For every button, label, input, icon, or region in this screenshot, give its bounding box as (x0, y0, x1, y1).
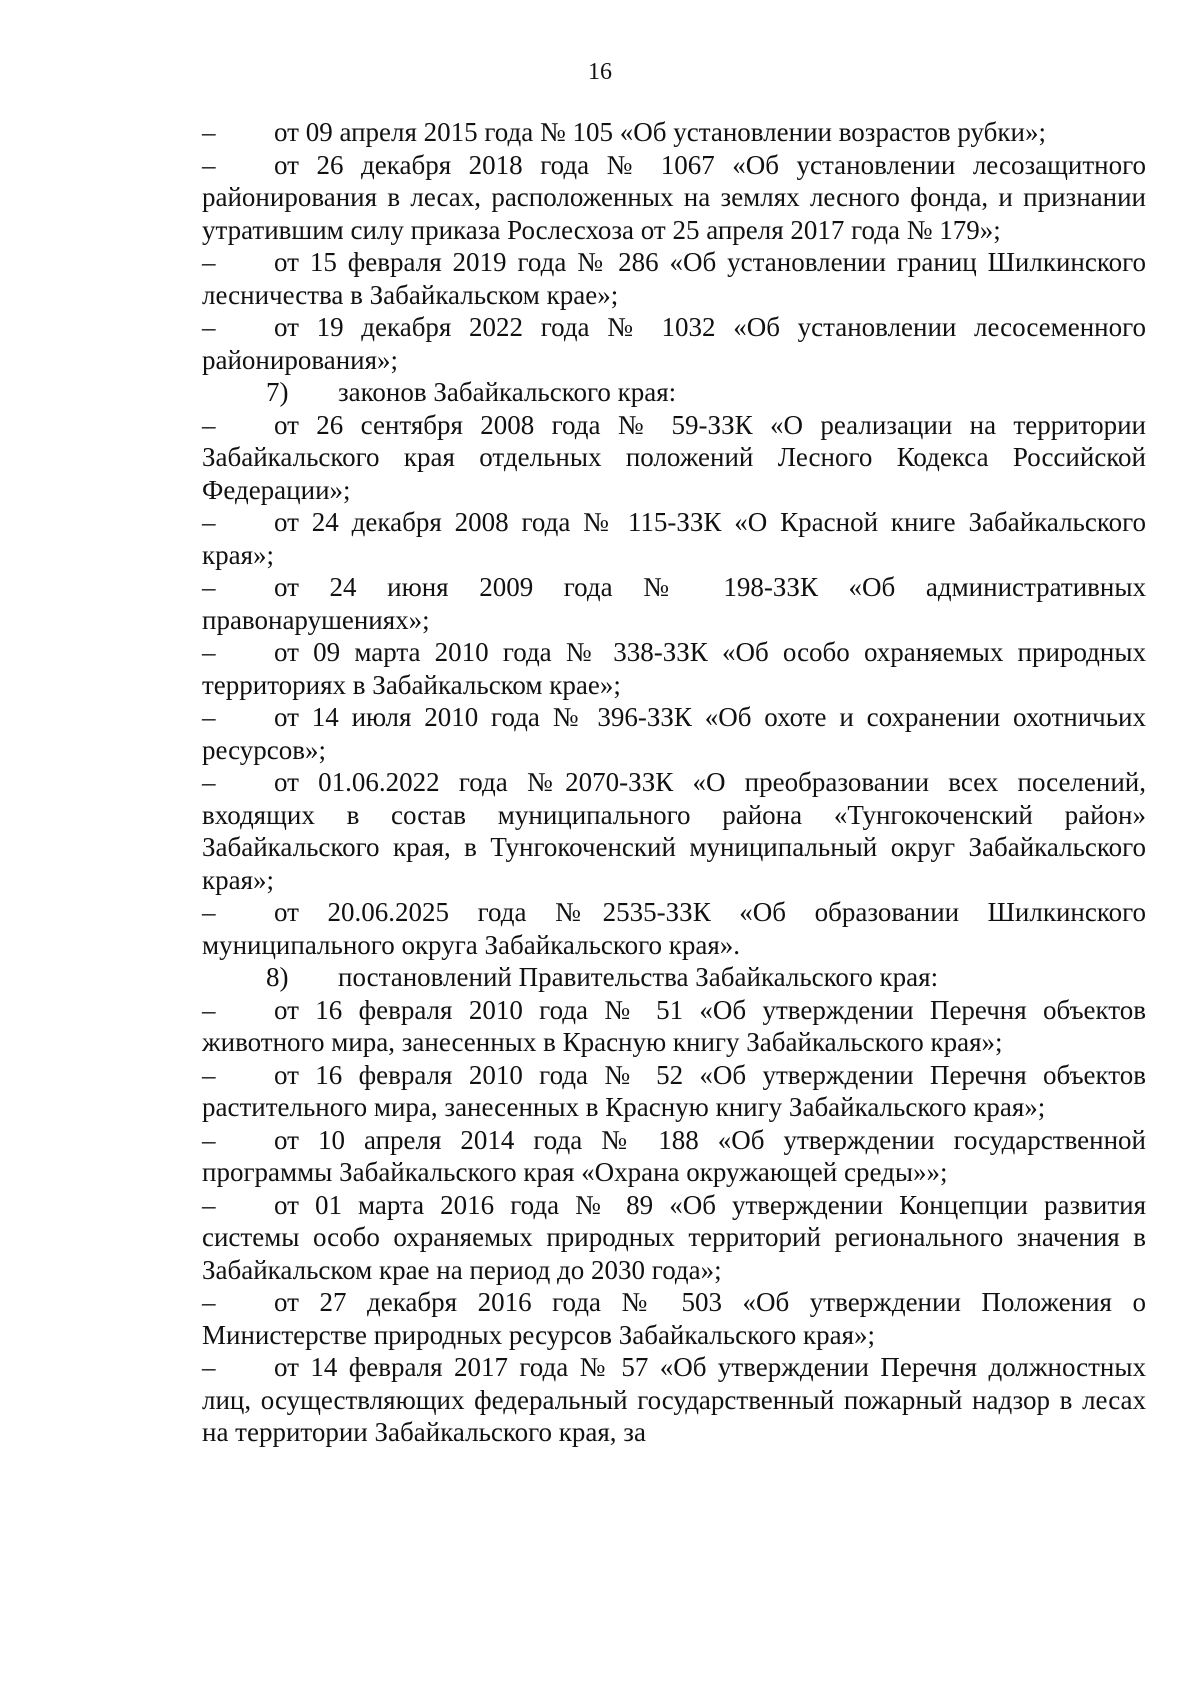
list-dash: – (202, 117, 216, 147)
list-dash: – (202, 1352, 216, 1382)
dash-list-item (202, 116, 1146, 149)
list-dash: – (202, 1189, 216, 1220)
list-dash: – (202, 409, 216, 440)
dash-list-item (202, 506, 1146, 571)
list-item-text: от 16 февраля 2010 года № 52 «Об утверждении Перечня объектов растительного мира, занесенных в Красную книгу Забайкальского края»; (202, 1059, 1146, 1122)
dash-list-item (202, 766, 1146, 896)
dash-list-item (202, 636, 1146, 701)
numbered-list-item (202, 376, 1146, 409)
dash-list-item (202, 1189, 1146, 1287)
list-dash: – (202, 572, 216, 602)
list-dash: – (202, 897, 216, 927)
list-item-text: законов Забайкальского края: (338, 377, 677, 407)
list-dash: – (202, 1124, 216, 1155)
list-item-text: от 26 сентября 2008 года № 59-ЗЗК «О реализации на территории Забайкальского края отдельных положений Лесного Кодекса Российской Федерации»; (202, 409, 1146, 505)
list-item-text: от 14 февраля 2017 года № 57 «Об утверждении Перечня должностных лиц, осуществляющих федеральный государственный пожарный надзор в лесах на территории Забайкальского края, за (202, 1352, 1146, 1447)
list-dash: – (202, 637, 216, 667)
dash-list-item (202, 571, 1146, 636)
dash-list-item (202, 246, 1146, 311)
list-dash: – (202, 149, 216, 180)
dash-list-item (202, 1351, 1146, 1449)
list-number: 7) (266, 377, 289, 407)
dash-list-item (202, 311, 1146, 376)
dash-list-item (202, 701, 1146, 766)
list-item-text: от 16 февраля 2010 года № 51 «Об утверждении Перечня объектов животного мира, занесенных в Красную книгу Забайкальского края»; (202, 994, 1146, 1057)
list-dash: – (202, 702, 216, 732)
list-dash: – (202, 994, 216, 1025)
list-item-text: от 19 декабря 2022 года № 1032 «Об установлении лесосеменного районирования»; (202, 312, 1146, 375)
list-item-text: от 15 февраля 2019 года № 286 «Об установлении границ Шилкинского лесничества в Забайкальском крае»; (202, 247, 1146, 310)
list-dash: – (202, 1059, 216, 1090)
dash-list-item (202, 149, 1146, 247)
list-dash: – (202, 1287, 216, 1317)
numbered-list-item (202, 961, 1146, 994)
list-dash: – (202, 312, 216, 342)
list-dash: – (202, 247, 216, 277)
list-item-text: постановлений Правительства Забайкальского края: (338, 962, 939, 992)
page-number: 16 (588, 59, 612, 85)
list-item-text: от 01.06.2022 года №2070-ЗЗК «О преобразовании всех поселений, входящих в состав муниципального района «Тунгокоченский район» Забайкальского края, в Тунгокоченский муниципальный округ Забайкальского края»; (202, 767, 1146, 895)
list-item-text: от 09 марта 2010 года № 338-ЗЗК «Об особо охраняемых природных территориях в Забайкальском крае»; (202, 637, 1146, 700)
document-body (202, 116, 1146, 1449)
list-dash: – (202, 767, 216, 797)
dash-list-item (202, 1286, 1146, 1351)
dash-list-item (202, 994, 1146, 1059)
list-item-text: от 01 марта 2016 года № 89 «Об утверждении Концепции развития системы особо охраняемых природных территорий регионального значения в Забайкальском крае на период до 2030 года»; (202, 1189, 1146, 1285)
dash-list-item (202, 1059, 1146, 1124)
list-item-text: от 24 июня 2009 года № 198-ЗЗК «Об административных правонарушениях»; (202, 572, 1146, 635)
list-item-text: от 14 июля 2010 года № 396-ЗЗК «Об охоте и сохранении охотничьих ресурсов»; (202, 702, 1146, 765)
list-number: 8) (266, 962, 289, 992)
list-item-text: от 09 апреля 2015 года № 105 «Об установлении возрастов рубки»; (274, 117, 1046, 147)
list-item-text: от 10 апреля 2014 года № 188 «Об утверждении государственной программы Забайкальского края «Охрана окружающей среды»»; (202, 1124, 1146, 1187)
list-item-text: от 24 декабря 2008 года № 115-ЗЗК «О Красной книге Забайкальского края»; (202, 507, 1146, 570)
dash-list-item (202, 1124, 1146, 1189)
list-item-text: от 20.06.2025 года №2535-ЗЗК «Об образовании Шилкинского муниципального округа Забайкальского края». (202, 897, 1146, 960)
dash-list-item (202, 896, 1146, 961)
list-item-text: от 26 декабря 2018 года № 1067 «Об установлении лесозащитного районирования в лесах, расположенных на землях лесного фонда, и признании утратившим силу приказа Рослесхоза от 25 апреля 2017 года № 179»; (202, 149, 1146, 245)
list-dash: – (202, 507, 216, 537)
list-item-text: от 27 декабря 2016 года № 503 «Об утверждении Положения о Министерстве природных ресурсов Забайкальского края»; (202, 1287, 1146, 1350)
dash-list-item (202, 409, 1146, 507)
